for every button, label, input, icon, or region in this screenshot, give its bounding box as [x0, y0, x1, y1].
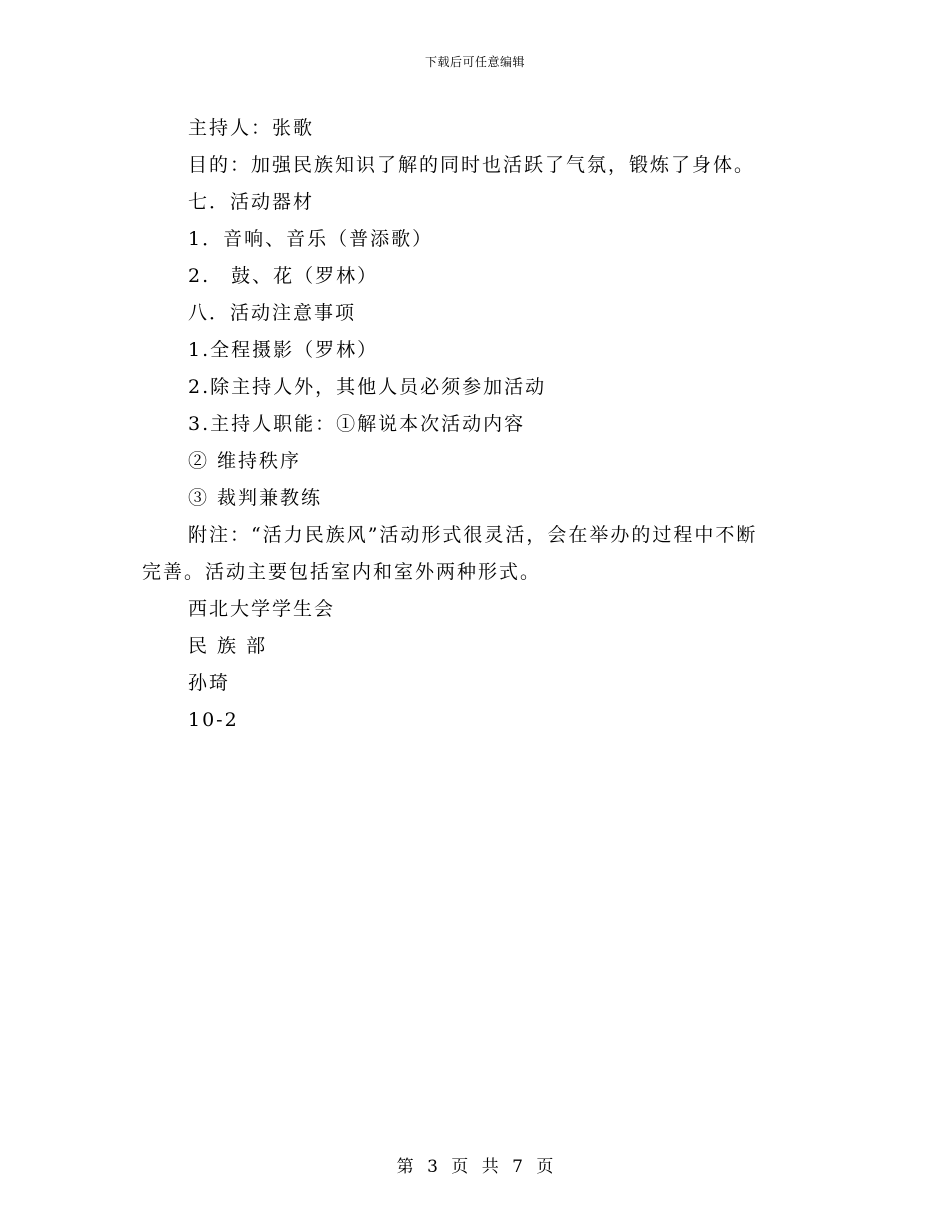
duty-item-2: ② 维持秩序 [188, 450, 302, 472]
signature-name: 孙琦 [188, 672, 231, 694]
page-unit: 页 [451, 1157, 469, 1177]
document-body [142, 110, 812, 739]
note-paragraph-line-2: 完善。活动主要包括室内和室外两种形式。 [142, 561, 542, 583]
total-label: 共 [481, 1157, 499, 1177]
page-label: 第 [396, 1157, 414, 1177]
purpose-line: 目的：加强民族知识了解的同时也活跃了气氛，锻炼了身体。 [188, 154, 756, 176]
page-footer [0, 1152, 950, 1177]
page-current: 3 [427, 1157, 438, 1177]
total-unit: 页 [536, 1157, 554, 1177]
notice-item-3: 3.主持人职能：①解说本次活动内容 [188, 413, 526, 435]
signature-date: 10-2 [188, 709, 239, 731]
host-line: 主持人：张歌 [188, 117, 315, 139]
signature-department: 民 族 部 [188, 635, 268, 657]
duty-item-3: ③ 裁判兼教练 [188, 487, 323, 509]
page-header: 下载后可任意编辑 [424, 55, 525, 69]
equipment-item-2: 2. 鼓、花（罗林） [188, 265, 379, 287]
notice-item-1: 1.全程摄影（罗林） [188, 339, 379, 361]
signature-organization: 西北大学学生会 [188, 598, 336, 620]
section-eight-heading: 八．活动注意事项 [188, 302, 357, 324]
equipment-item-1: 1．音响、音乐（普添歌） [188, 228, 434, 250]
section-seven-heading: 七．活动器材 [188, 191, 315, 213]
notice-item-2: 2.除主持人外，其他人员必须参加活动 [188, 376, 547, 398]
page-total: 7 [512, 1157, 523, 1177]
note-paragraph-line-1: 附注：“活力民族风”活动形式很灵活，会在举办的过程中不断 [188, 524, 758, 546]
